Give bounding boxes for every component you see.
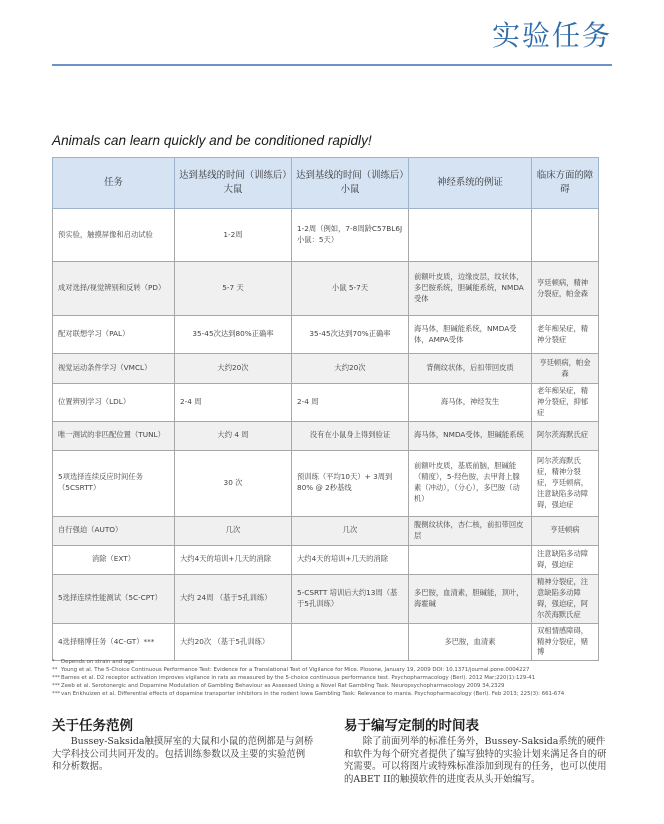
- header-rat-baseline: 达到基线的时间（训练后）大鼠: [175, 158, 292, 209]
- cell-clinical: 亨廷顿病，精神分裂症，帕金森: [532, 262, 599, 316]
- cell-rat: 大约4天的培训+几天的消除: [175, 545, 292, 574]
- cell-mouse: 没有在小鼠身上得到验证: [292, 421, 409, 450]
- footnote-mark: **: [52, 667, 58, 673]
- header-mouse-baseline: 达到基线的时间（训练后）小鼠: [292, 158, 409, 209]
- cell-mouse: [292, 623, 409, 661]
- footnote-mark: ***: [52, 691, 61, 697]
- cell-neural: [409, 545, 532, 574]
- cell-mouse: 大约20次: [292, 354, 409, 384]
- cell-clinical: 老年痴呆症，精神分裂症: [532, 316, 599, 354]
- table-row: [53, 209, 599, 262]
- cell-rat: 大约 24周 （基于5孔训练）: [175, 574, 292, 623]
- footnote: [52, 682, 612, 690]
- cell-rat: 1-2周: [175, 209, 292, 262]
- cell-mouse: 35-45次达到70%正确率: [292, 316, 409, 354]
- footnote-text: Zeeb et al. Serotonergic and Dopamine Modulation of Gambling Behaviour as Assessed Using a Novel Rat Gambling Task. Neuropsychopharmacology 2009 34,2329: [61, 683, 505, 689]
- cell-clinical: 双相情感障碍，精神分裂症，赌博: [532, 623, 599, 661]
- cell-task: 自行强迫（AUTO）: [53, 516, 175, 545]
- header-clinical: 临床方面的障碍: [532, 158, 599, 209]
- table-row: [53, 421, 599, 450]
- cell-task: 位置辨别学习（LDL）: [53, 384, 175, 422]
- table-row: [53, 384, 599, 422]
- cell-clinical: 亨廷顿病，帕金森: [532, 354, 599, 384]
- cell-rat: 2-4 周: [175, 384, 292, 422]
- cell-neural: 多巴胺，血清素: [409, 623, 532, 661]
- footnote-mark: *: [52, 659, 55, 665]
- cell-task: 唯一测试的非匹配位置（TUNL）: [53, 421, 175, 450]
- header-neural-system: 神经系统的例证: [409, 158, 532, 209]
- footnote-text: van Enkhuizen et al. Differential effects of dopamine transporter inhibitors in the rodent Iowa Gambling Task: Relevance to mania. Psychopharmacology (Berl). Feb 2013; 225(3): 661-674: [61, 691, 565, 697]
- table-row: [53, 623, 599, 661]
- table-row: [53, 516, 599, 545]
- cell-neural: 前额叶皮质，基底前脑，胆碱能（精度），5-羟色胺，去甲肾上腺素（冲动），（分心），多巴胺（动机）: [409, 450, 532, 516]
- cell-task: 配对联想学习（PAL）: [53, 316, 175, 354]
- table-row: [53, 574, 599, 623]
- footnote-mark: ***: [52, 683, 61, 689]
- cell-task: 5选择连续性能测试（5C-CPT）: [53, 574, 175, 623]
- footnote-mark: ***: [52, 675, 61, 681]
- cell-task: 预实验，触摸屏像和启动试验: [53, 209, 175, 262]
- cell-clinical: 老年痴呆症，精神分裂症，抑郁症: [532, 384, 599, 422]
- cell-mouse: 小鼠 5-7天: [292, 262, 409, 316]
- footnote: [52, 674, 612, 682]
- cell-mouse: 几次: [292, 516, 409, 545]
- cell-neural: 腹侧纹状体，杏仁核，前扣带回皮层: [409, 516, 532, 545]
- footnotes: [52, 658, 612, 698]
- table-row: [53, 354, 599, 384]
- section-body-custom-schedules: 除了前面列举的标准任务外，Bussey-Saksida系统的硬件和软件为每个研究者提供了编写独特的实验计划来满足各自的研究需要。可以将图片或特殊标准添加到现有的任务，也可以使用的ABET II的触摸软件的进度表从头开始编写。: [344, 736, 607, 785]
- cell-task: 消除（EXT）: [53, 545, 175, 574]
- cell-task: 视觉运动条件学习（VMCL）: [53, 354, 175, 384]
- cell-clinical: 注意缺陷多动障碍，强迫症: [532, 545, 599, 574]
- cell-clinical: 阿尔茨海默氏症，精神分裂症，亨廷顿病，注意缺陷多动障碍，强迫症: [532, 450, 599, 516]
- cell-clinical: 精神分裂症，注意缺陷多动障碍，强迫症，阿尔茨海默氏症: [532, 574, 599, 623]
- table-row: [53, 262, 599, 316]
- cell-mouse: 2-4 周: [292, 384, 409, 422]
- section-title-task-examples: 关于任务范例: [52, 718, 133, 734]
- cell-neural: 多巴胺，血清素，胆碱能，顶叶，海霍碱: [409, 574, 532, 623]
- cell-rat: 35-45次达到80%正确率: [175, 316, 292, 354]
- header-task: 任务: [53, 158, 175, 209]
- cell-clinical: [532, 209, 599, 262]
- section-title-custom-schedules: 易于编写定制的时间表: [344, 718, 479, 734]
- cell-mouse: 1-2周（例如，7-8周龄C57BL6J小鼠：5天）: [292, 209, 409, 262]
- table-row: [53, 316, 599, 354]
- cell-clinical: 亨廷顿病: [532, 516, 599, 545]
- cell-rat: 几次: [175, 516, 292, 545]
- page-title: 实验任务: [491, 19, 612, 52]
- table-header-row: [53, 158, 599, 209]
- cell-neural: [409, 209, 532, 262]
- table-row: [53, 450, 599, 516]
- footnote-text: Depends on strain and age: [61, 659, 134, 665]
- cell-neural: 海马体，胆碱能系统，NMDA受体，AMPA受体: [409, 316, 532, 354]
- cell-rat: 5-7 天: [175, 262, 292, 316]
- cell-task: 4选择赌博任务（4C-GT）***: [53, 623, 175, 661]
- section-body-task-examples: Bussey-Saksida触摸屏室的大鼠和小鼠的范例都是与剑桥大学科技公司共同开发的。包括训练参数以及主要的实验范例和分析数据。: [52, 736, 314, 772]
- cell-task: 5项选择连续反应时间任务（5CSRTT）: [53, 450, 175, 516]
- cell-neural: 海马体，神经发生: [409, 384, 532, 422]
- cell-rat: 30 次: [175, 450, 292, 516]
- task-table: [52, 157, 599, 661]
- cell-task: 成对选择/视觉辨别和反转（PD）: [53, 262, 175, 316]
- title-divider: [52, 64, 612, 66]
- cell-rat: 大约20次: [175, 354, 292, 384]
- cell-mouse: 大约4天的培训+几天的消除: [292, 545, 409, 574]
- cell-neural: 前额叶皮质，边缘皮层，纹状体，多巴胺系统，胆碱能系统，NMDA受体: [409, 262, 532, 316]
- footnote: [52, 690, 612, 698]
- cell-rat: 大约 4 周: [175, 421, 292, 450]
- cell-neural: 背侧纹状体，后扣带回皮质: [409, 354, 532, 384]
- footnote: [52, 666, 612, 674]
- cell-clinical: 阿尔茨海默氏症: [532, 421, 599, 450]
- cell-rat: 大约20次 （基于5孔训练）: [175, 623, 292, 661]
- cell-mouse: 5-CSRTT 培训后大约13周（基于5孔训练）: [292, 574, 409, 623]
- footnote-text: Young et al. The 5-Choice Continuous Performance Test: Evidence for a Translational Test of Vigilance for Mice. Plosone, January 19, 2009 DOI: 10.1371/journal.pone.0004227: [61, 667, 530, 673]
- footnote-text: Barnes et al. D2 receptor activation improves vigilance in rats as measured by the 5-choice continuous performance test. Psychopharmacology (Berl). 2012 Mar;220(1):129-41: [61, 675, 536, 681]
- cell-mouse: 预训练（平均10天）+ 3周到80% @ 2秒基线: [292, 450, 409, 516]
- cell-neural: 海马体，NMDA受体，胆碱能系统: [409, 421, 532, 450]
- footnote: [52, 658, 612, 666]
- table-caption: Animals can learn quickly and be conditioned rapidly!: [52, 133, 372, 148]
- table-row: [53, 545, 599, 574]
